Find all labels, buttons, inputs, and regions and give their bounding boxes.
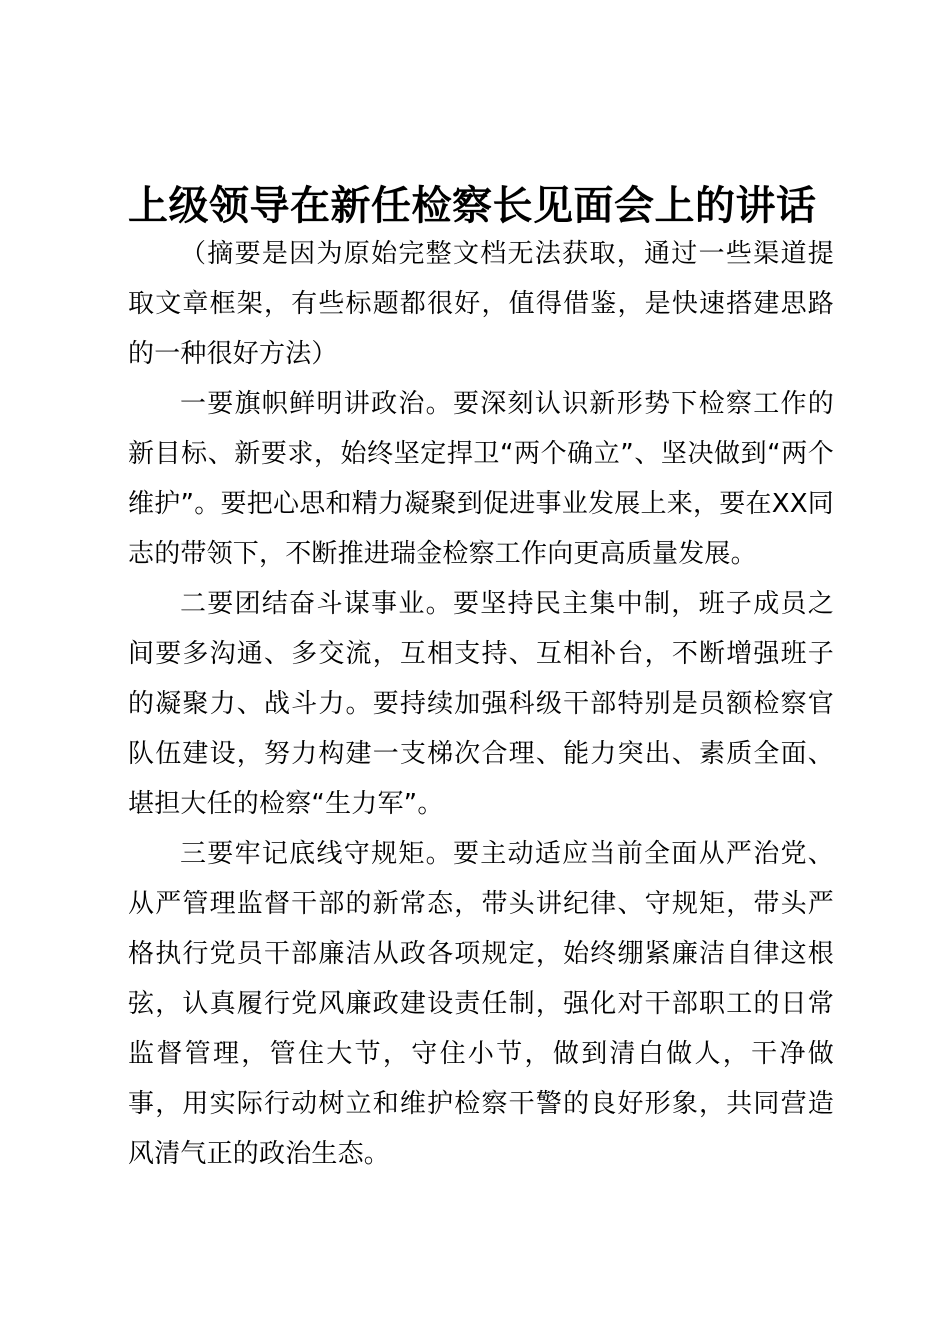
paragraph-abstract-note: （摘要是因为原始完整文档无法获取，通过一些渠道提取文章框架，有些标题都很好，值得借鉴，是快速搭建思路的一种很好方法） [128, 239, 834, 369]
document-title: 上级领导在新任检察长见面会上的讲话 [128, 182, 817, 229]
paragraph-point-three: 三要牢记底线守规矩。要主动适应当前全面从严治党、从严管理监督干部的新常态，带头讲纪律、守规矩，带头严格执行党员干部廉洁从政各项规定，始终绷紧廉洁自律这根弦，认真履行党风廉政建设责任制，强化对干部职工的日常监督管理，管住大节，守住小节，做到清白做人，干净做事，用实际行动树立和维护检察干警的良好形象，共同营造风清气正的政治生态。 [128, 839, 834, 1169]
paragraph-point-one: 一要旗帜鲜明讲政治。要深刻认识新形势下检察工作的新目标、新要求，始终坚定捍卫“两个确立”、坚决做到“两个维护”。要把心思和精力凝聚到促进事业发展上来，要在XX同志的带领下，不断推进瑞金检察工作向更高质量发展。 [128, 389, 834, 569]
document-body [128, 229, 834, 1179]
paragraph-point-two: 二要团结奋斗谋事业。要坚持民主集中制，班子成员之间要多沟通、多交流，互相支持、互相补台，不断增强班子的凝聚力、战斗力。要持续加强科级干部特别是员额检察官队伍建设，努力构建一支梯次合理、能力突出、素质全面、堪担大任的检察“生力军”。 [128, 589, 834, 819]
